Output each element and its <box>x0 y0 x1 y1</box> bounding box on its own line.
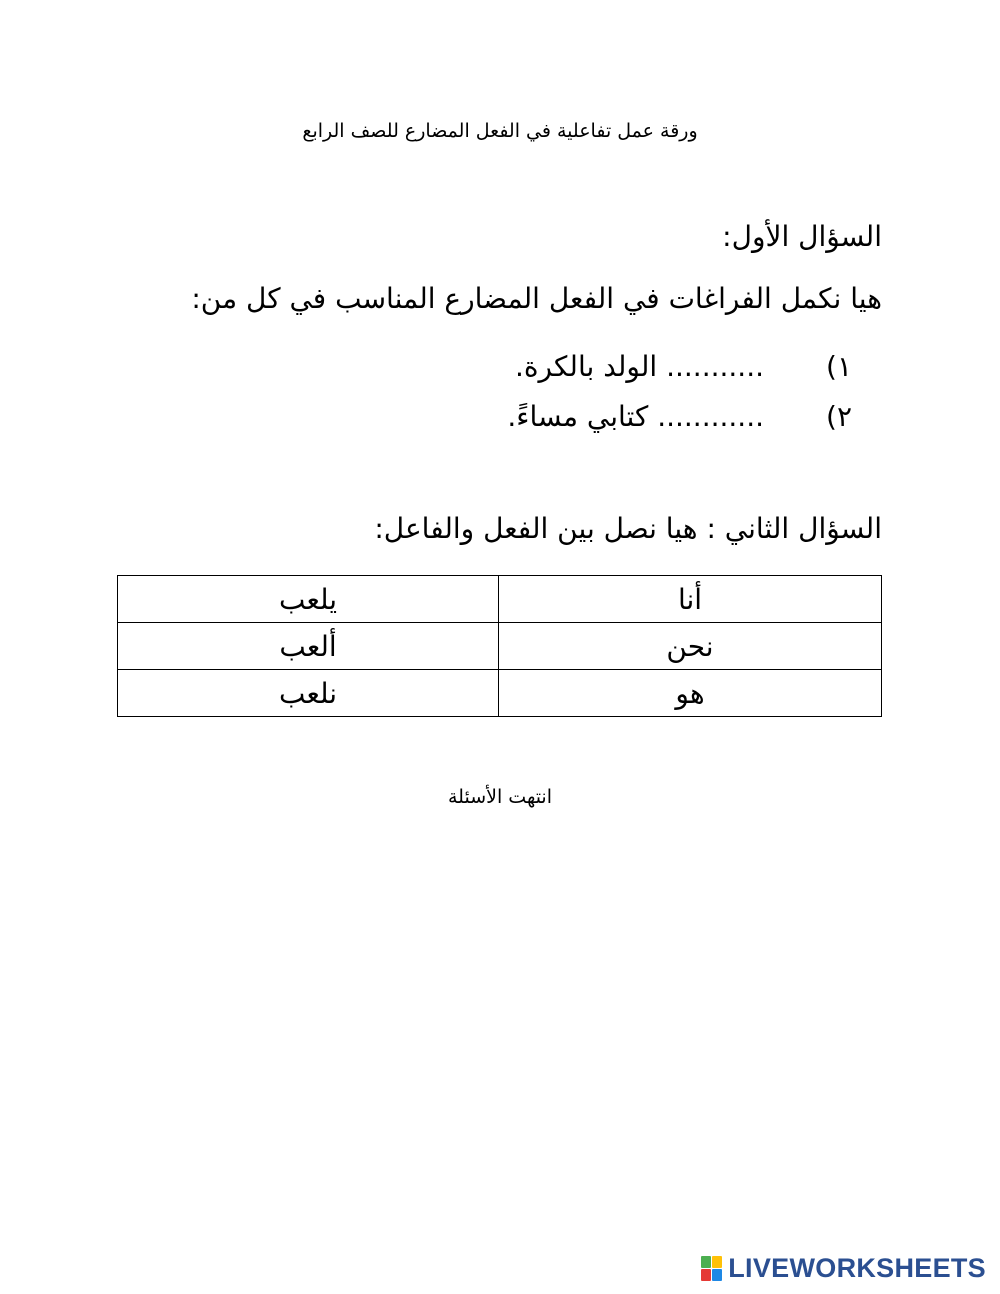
table-row <box>118 623 882 670</box>
table-row <box>118 670 882 717</box>
table-row <box>118 576 882 623</box>
verb-cell[interactable]: ألعب <box>118 623 499 670</box>
matching-table <box>117 575 882 717</box>
worksheet-title: ورقة عمل تفاعلية في الفعل المضارع للصف الرابع <box>302 120 698 142</box>
verb-cell[interactable]: نلعب <box>118 670 499 717</box>
item-sentence[interactable]: ........... الولد بالكرة. <box>514 350 764 383</box>
item-sentence[interactable]: ............ كتابي مساءً. <box>507 400 764 433</box>
subject-cell[interactable]: هو <box>499 670 882 717</box>
item-number: ١) <box>826 350 852 383</box>
fill-blank-item <box>118 400 882 440</box>
question2-title: السؤال الثاني : هيا نصل بين الفعل والفاعل: <box>374 512 882 545</box>
logo-square <box>701 1256 711 1268</box>
logo-square <box>712 1256 722 1268</box>
end-of-questions-text: انتهت الأسئلة <box>448 786 552 808</box>
fill-blank-item <box>118 350 882 390</box>
liveworksheets-branding[interactable] <box>701 1253 986 1283</box>
verb-cell[interactable]: يلعب <box>118 576 499 623</box>
liveworksheets-wordmark: LIVEWORKSHEETS <box>728 1253 986 1283</box>
subject-cell[interactable]: أنا <box>499 576 882 623</box>
subject-cell[interactable]: نحن <box>499 623 882 670</box>
question1-instruction: هيا نكمل الفراغات في الفعل المضارع المناسب في كل من: <box>191 282 882 315</box>
question1-title: السؤال الأول: <box>722 220 882 253</box>
item-number: ٢) <box>826 400 852 433</box>
logo-square <box>701 1269 711 1281</box>
logo-square <box>712 1269 722 1281</box>
liveworksheets-logo-icon <box>701 1256 722 1281</box>
